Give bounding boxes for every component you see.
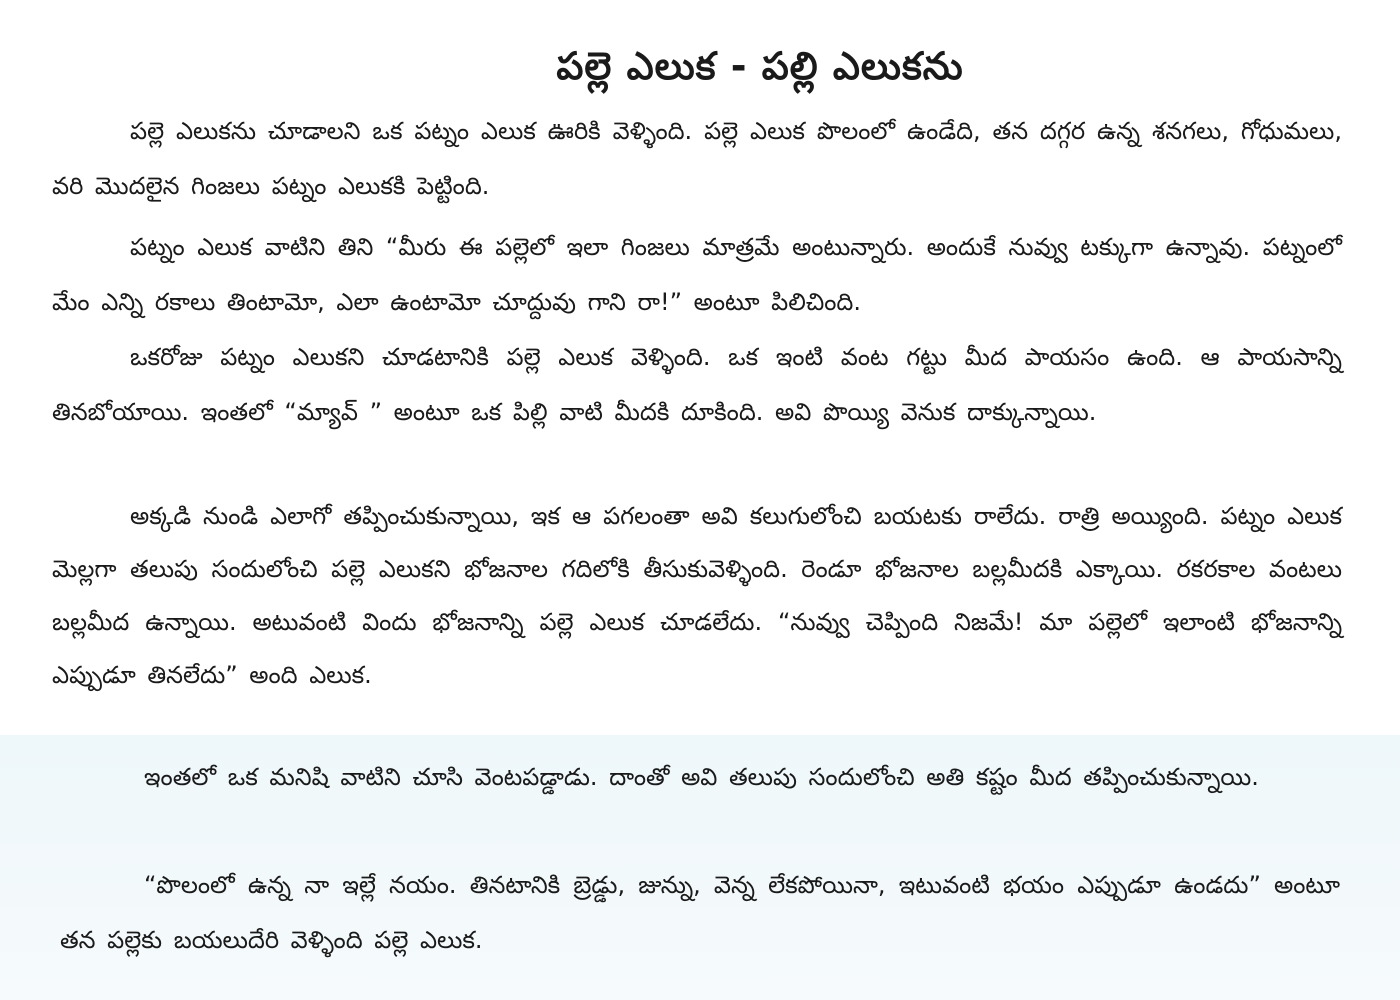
story-title: పల్లె ఎలుక - పల్లి ఎలుకను [556, 44, 964, 88]
story-paragraph-2: పట్నం ఎలుక వాటిని తిని “మీరు ఈ పల్లెలో ఇలా గింజలు మాత్రమే అంటున్నారు. అందుకే నువ్వు టక్కుగా ఉన్నావు. పట్నంలో మేం ఎన్ని రకాలు తింటామో, ఎలా ఉంటామో చూద్దువు గాని రా!” అంటూ పిలిచింది. [52, 233, 1342, 316]
story-paragraph-1: పల్లె ఎలుకను చూడాలని ఒక పట్నం ఎలుక ఊరికి వెళ్ళింది. పల్లె ఎలుక పొలంలో ఉండేది, తన దగ్గర ఉన్న శనగలు, గోధుమలు, వరి మొదలైన గింజలు పట్నం ఎలుకకి పెట్టింది. [52, 117, 1342, 200]
story-paragraph-6: “పొలంలో ఉన్న నా ఇల్లే నయం. తినటానికి బ్రెడ్డు, జున్ను, వెన్న లేకపోయినా, ఇటువంటి భయం ఎప్పుడూ ఉండదు” అంటూ తన పల్లెకు బయలుదేరి వెళ్ళింది పల్లె ఎలుక. [60, 871, 1340, 954]
story-paragraph-3: ఒకరోజు పట్నం ఎలుకని చూడటానికి పల్లె ఎలుక వెళ్ళింది. ఒక ఇంటి వంట గట్టు మీద పాయసం ఉంది. ఆ పాయసాన్ని తినబోయాయి. ఇంతలో “మ్యావ్ ” అంటూ ఒక పిల్లి వాటి మీదకి దూకింది. అవి పొయ్యి వెనుక దాక్కున్నాయి. [52, 343, 1342, 426]
story-paragraph-5: ఇంతలో ఒక మనిషి వాటిని చూసి వెంటపడ్డాడు. దాంతో అవి తలుపు సందులోంచి అతి కష్టం మీద తప్పించుకున్నాయి. [144, 763, 1259, 791]
story-paragraph-4: అక్కడి నుండి ఎలాగో తప్పించుకున్నాయి, ఇక ఆ పగలంతా అవి కలుగులోంచి బయటకు రాలేదు. రాత్రి అయ్యింది. పట్నం ఎలుక మెల్లగా తలుపు సందులోంచి పల్లె ఎలుకని భోజనాల గదిలోకి తీసుకువెళ్ళింది. రెండూ భోజనాల బల్లమీదకి ఎక్కాయి. రకరకాల వంటలు బల్లమీద ఉన్నాయి. అటువంటి విందు భోజనాన్ని పల్లె ఎలుక చూడలేదు. “నువ్వు చెప్పింది నిజమే! మా పల్లెలో ఇలాంటి భోజనాన్ని ఎప్పుడూ తినలేదు” అంది ఎలుక. [52, 502, 1342, 689]
